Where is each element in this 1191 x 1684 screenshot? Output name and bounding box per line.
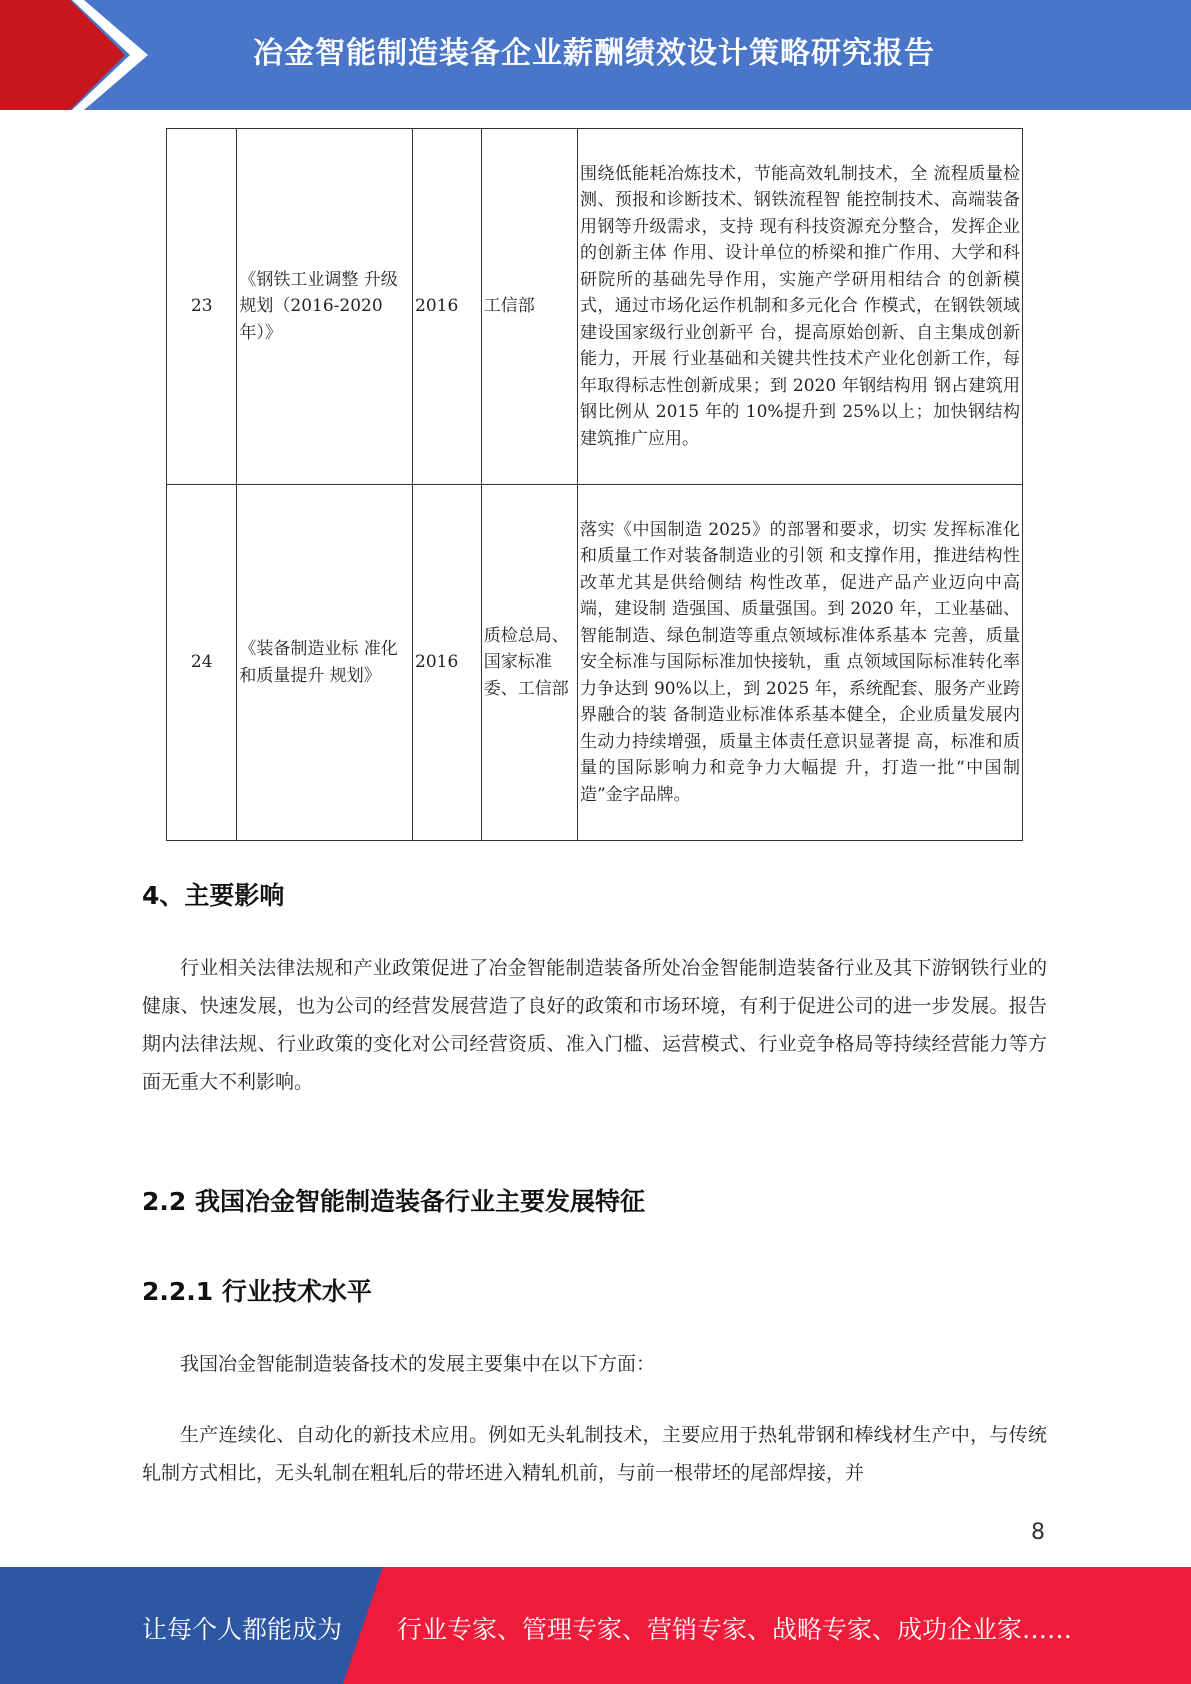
section-heading-development-features: 2.2 我国冶金智能制造装备行业主要发展特征 [142, 1187, 645, 1216]
footer-slogan-left: 让每个人都能成为 [142, 1615, 343, 1644]
section-heading-technology-level: 2.2.1 行业技术水平 [142, 1277, 372, 1306]
table-row [167, 129, 1023, 485]
section-paragraph [142, 1345, 1047, 1383]
policy-table [166, 128, 1023, 841]
technology-intro-paragraph: 我国冶金智能制造装备技术的发展主要集中在以下方面： [180, 1353, 656, 1375]
row-number: 23 [167, 129, 237, 485]
policy-name: 《钢铁工业调整 升级规划（2016-2020年）》 [237, 129, 413, 485]
section-paragraph [142, 1416, 1047, 1492]
policy-name: 《装备制造业标 准化和质量提升 规划》 [237, 485, 413, 841]
row-number: 24 [167, 485, 237, 841]
page-number: 8 [1031, 1520, 1045, 1545]
section-paragraph [142, 949, 1047, 1101]
issuing-department: 工信部 [481, 129, 577, 485]
issuing-department: 质检总局、国家标准委、工信部 [481, 485, 577, 841]
section-heading-main-impact: 4、主要影响 [142, 881, 285, 910]
policy-year: 2016 [413, 485, 482, 841]
footer-slogan-right: 行业专家、管理专家、营销专家、战略专家、成功企业家…… [397, 1615, 1073, 1644]
header-chevron-logo [0, 0, 160, 110]
policy-description: 围绕低能耗冶炼技术，节能高效轧制技术，全 流程质量检测、预报和诊断技术、钢铁流程智 能控制技术、高端装备用钢等升级需求，支持 现有科技资源充分整合，发挥企业的创新主体 作用、设计单位的桥梁和推广作用、大学和科 研院所的基础先导作用，实施产学研用相结合 的创新模式，通过市场化运作机制和多元化合 作模式，在钢铁领域建设国家级行业创新平 台，提高原始创新、自主集成创新能力，开展 行业基础和关键共性技术产业化创新工作，每 年取得标志性创新成果；到 2020 年钢结构用 钢占建筑用钢比例从 2015 年的 10%提升到 25%以上；加快钢结构建筑推广应用。 [577, 129, 1022, 485]
header-title: 冶金智能制造装备企业薪酬绩效设计策略研究报告 [253, 36, 935, 71]
policy-year: 2016 [413, 129, 482, 485]
main-impact-paragraph: 行业相关法律法规和产业政策促进了冶金智能制造装备所处冶金智能制造装备行业及其下游钢铁行业的健康、快速发展，也为公司的经营发展营造了良好的政策和市场环境，有利于促进公司的进一步发展。报告期内法律法规、行业政策的变化对公司经营资质、准入门槛、运营模式、行业竞争格局等持续经营能力等方面无重大不利影响。 [142, 957, 1047, 1093]
policy-description: 落实《中国制造 2025》的部署和要求，切实 发挥标准化和质量工作对装备制造业的引领 和支撑作用，推进结构性改革尤其是供给侧结 构性改革，促进产品产业迈向中高端，建设制 造强国、质量强国。到 2020 年，工业基础、 智能制造、绿色制造等重点领域标准体系基本 完善，质量安全标准与国际标准加快接轨，重 点领域国际标准转化率力争达到 90%以上，到 2025 年，系统配套、服务产业跨界融合的装 备制造业标准体系基本健全，企业质量发展内 生动力持续增强，质量主体责任意识显著提 高，标准和质量的国际影响力和竞争力大幅提 升，打造一批“中国制造”金字品牌。 [577, 485, 1022, 841]
table-row [167, 485, 1023, 841]
technology-detail-paragraph: 生产连续化、自动化的新技术应用。例如无头轧制技术，主要应用于热轧带钢和棒线材生产中，与传统轧制方式相比，无头轧制在粗轧后的带坯进入精轧机前，与前一根带坯的尾部焊接，并 [142, 1424, 1047, 1484]
